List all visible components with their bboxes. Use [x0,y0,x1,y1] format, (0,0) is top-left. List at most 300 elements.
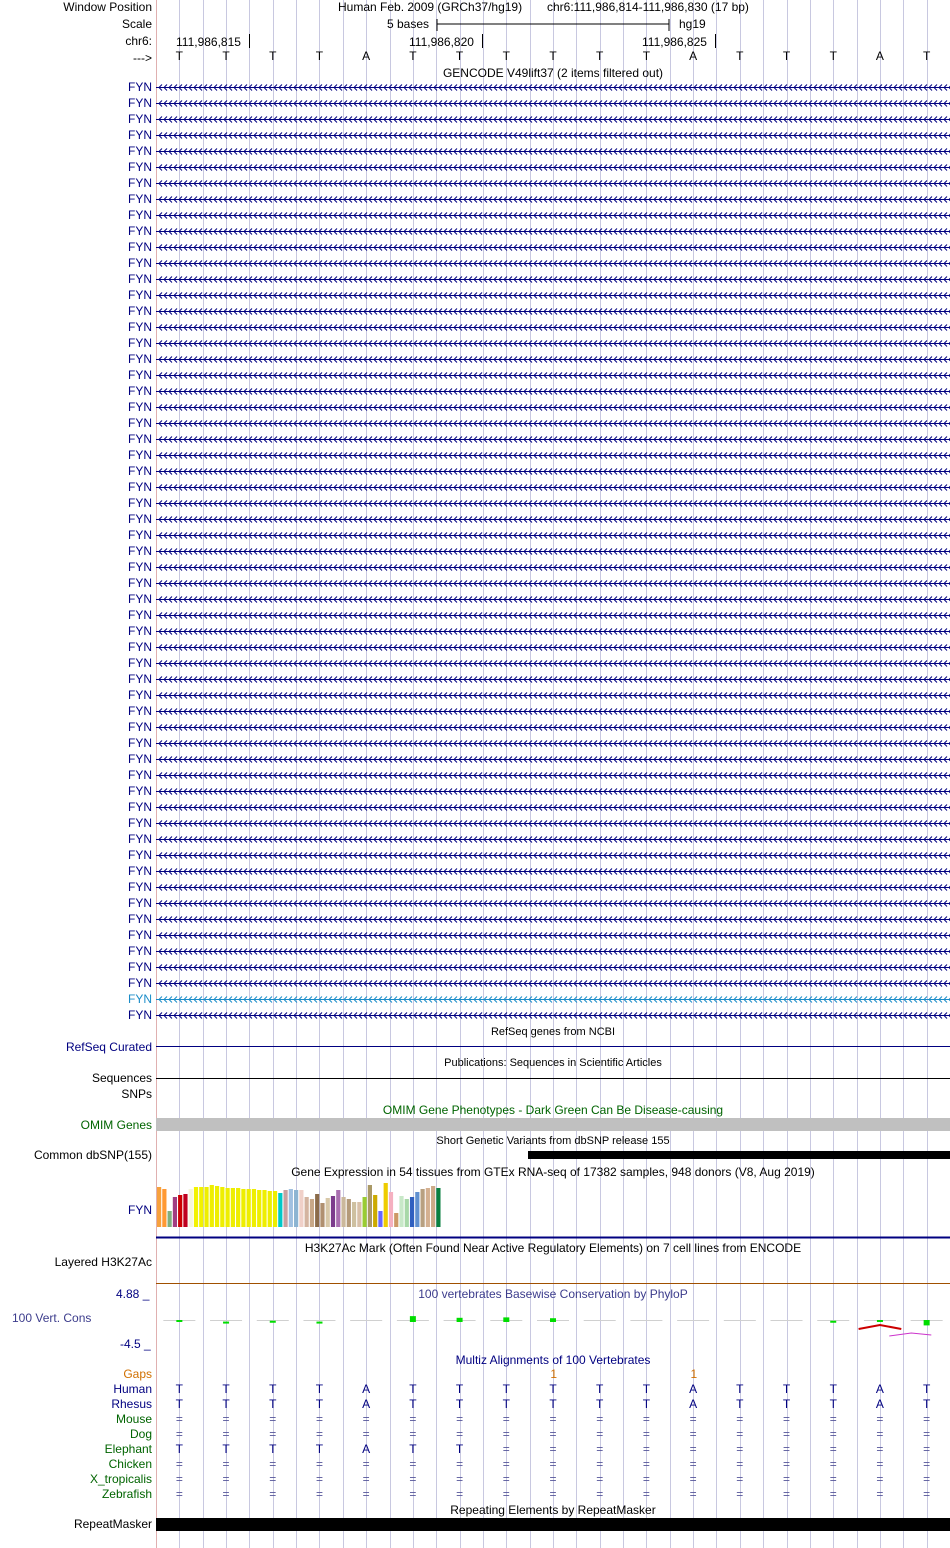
gencode-gene-label[interactable]: FYN [128,400,152,414]
gencode-gene-label[interactable]: FYN [128,832,152,846]
species-label[interactable]: Mouse [115,1412,152,1426]
dbsnp-label[interactable]: Common dbSNP(155) [33,1148,152,1162]
tick-label-2: 111,986,820 [409,35,474,49]
gtex-tissue-bar [210,1185,214,1227]
alignment-base: = [689,1472,697,1486]
gencode-gene-label[interactable]: FYN [128,944,152,958]
sequence-base: T [549,49,557,63]
alignment-base: A [875,1397,884,1411]
gencode-transcript[interactable] [156,544,950,558]
alignment-base: = [642,1412,650,1426]
gencode-gene-label[interactable]: FYN [128,160,152,174]
gap-count: 1 [690,1367,698,1381]
gencode-gene-label[interactable]: FYN [128,576,152,590]
gtex-tissue-bar [315,1194,319,1227]
gencode-transcript[interactable] [156,768,950,782]
gtex-tissue-bar [257,1190,261,1227]
gencode-gene-label[interactable]: FYN [128,528,152,542]
gtex-tissue-bar [294,1190,298,1227]
gtex-tissue-bar [368,1185,372,1227]
alignment-base: T [222,1382,230,1396]
gencode-gene-label[interactable]: FYN [128,912,152,926]
gencode-gene-label[interactable]: FYN [128,192,152,206]
alignment-base: = [502,1427,510,1441]
alignment-base: T [736,1382,744,1396]
alignment-base: = [736,1427,744,1441]
gtex-tissue-bar [331,1196,335,1227]
gencode-transcript[interactable] [156,1008,950,1022]
alignment-base: T [922,1397,931,1411]
gencode-transcript[interactable] [156,704,950,718]
phylop-value-bar [924,1320,930,1325]
gtex-tissue-bar [373,1195,377,1227]
gencode-transcript[interactable] [156,304,950,318]
chrom-label: chr6: [125,34,152,48]
gencode-transcript[interactable] [156,688,950,702]
gencode-transcript[interactable] [156,752,950,766]
alignment-base: = [269,1487,277,1501]
phylop-title[interactable]: 100 vertebrates Basewise Conservation by PhyloP [418,1287,688,1301]
gencode-gene-label[interactable]: FYN [128,800,152,814]
h3k27ac-title[interactable]: H3K27Ac Mark (Often Found Near Active Regulatory Elements) on 7 cell lines from ENCODE [304,1241,802,1255]
gtex-tissue-bar [436,1188,440,1227]
gtex-tissue-bar [289,1189,293,1227]
gtex-tissue-bar [399,1196,403,1227]
alignment-base: T [222,1397,230,1411]
gencode-gene-label[interactable]: FYN [128,656,152,670]
gencode-transcript[interactable] [156,880,950,894]
alignment-base: = [923,1427,931,1441]
gtex-tissue-bar [347,1199,351,1227]
gtex-tissue-bar [262,1190,266,1227]
gencode-gene-label[interactable]: FYN [128,880,152,894]
refseq-title[interactable]: RefSeq genes from NCBI [490,1026,616,1038]
gencode-transcript[interactable] [156,416,950,430]
gtex-tissue-bar [231,1188,235,1227]
dbsnp-title[interactable]: Short Genetic Variants from dbSNP release 155 [436,1135,670,1147]
sequence-base: T [222,49,230,63]
alignment-base: = [736,1412,744,1426]
alignment-base: = [549,1412,557,1426]
gencode-gene-label[interactable]: FYN [128,720,152,734]
assembly-title[interactable]: Human Feb. 2009 (GRCh37/hg19) [338,0,523,14]
gencode-transcript[interactable] [156,512,950,526]
gencode-transcript[interactable] [156,672,950,686]
gencode-gene-label[interactable]: FYN [128,240,152,254]
gtex-tissue-bar [357,1202,361,1227]
alignment-base: T [315,1397,324,1411]
alignment-base: = [409,1427,417,1441]
alignment-base: T [642,1397,651,1411]
gtex-tissue-bar [421,1189,425,1227]
gencode-transcript[interactable] [156,320,950,334]
alignment-base: T [269,1397,277,1411]
scale-label: Scale [121,17,152,31]
gencode-transcript[interactable] [156,240,950,254]
gencode-transcript[interactable] [156,864,950,878]
tick-label-3: 111,986,825 [642,35,707,49]
gtex-tissue-bar [341,1197,345,1227]
gtex-tissue-bar [220,1187,224,1227]
gtex-tissue-bar [268,1191,272,1227]
gencode-gene-label[interactable]: FYN [128,544,152,558]
gencode-gene-label[interactable]: FYN [128,560,152,574]
gencode-gene-label[interactable]: FYN [128,928,152,942]
gencode-gene-label[interactable]: FYN [128,864,152,878]
gencode-gene-label[interactable]: FYN [128,304,152,318]
gencode-transcript[interactable] [156,96,950,110]
gencode-transcript[interactable] [156,160,950,174]
gencode-gene-label[interactable]: FYN [128,960,152,974]
sequence-base: T [782,49,791,63]
alignment-base: = [549,1487,557,1501]
gencode-gene-label[interactable]: FYN [128,736,152,750]
alignment-base: A [362,1442,371,1456]
alignment-base: = [549,1427,557,1441]
phylop-value-bar [877,1320,883,1322]
gtex-tissue-bar [405,1199,409,1227]
gencode-gene-label[interactable]: FYN [128,976,152,990]
sequence-base: T [455,49,464,63]
alignment-base: T [175,1382,184,1396]
gencode-transcript[interactable] [156,384,950,398]
sequence-base: T [409,49,417,63]
gencode-transcript[interactable] [156,288,950,302]
gencode-transcript[interactable] [156,176,950,190]
omim-title[interactable]: OMIM Gene Phenotypes - Dark Green Can Be Disease-causing [382,1103,724,1117]
alignment-base: = [269,1457,277,1471]
gtex-tissue-bar [278,1193,282,1227]
alignment-base: = [689,1442,697,1456]
gtex-tissue-bar [426,1188,430,1227]
gencode-transcript[interactable] [156,432,950,446]
gencode-gene-label[interactable]: FYN [128,816,152,830]
alignment-base: = [315,1472,323,1486]
alignment-base: = [642,1472,650,1486]
gencode-gene-label[interactable]: FYN [128,144,152,158]
gencode-gene-label[interactable]: FYN [128,992,152,1006]
gencode-gene-label[interactable]: FYN [128,208,152,222]
gencode-transcript[interactable] [156,624,950,638]
phylop-value-bar [410,1316,416,1322]
gencode-transcript[interactable] [156,448,950,462]
gencode-transcript[interactable] [156,256,950,270]
phylop-value-bar [503,1317,509,1322]
sequence-base: T [829,49,837,63]
alignment-base: = [829,1427,837,1441]
gencode-transcript[interactable] [156,640,950,654]
alignment-base: = [175,1472,183,1486]
gtex-tissue-bar [247,1189,251,1227]
gencode-gene-label[interactable]: FYN [128,896,152,910]
alignment-base: = [315,1412,323,1426]
gencode-gene-label[interactable]: FYN [128,112,152,126]
gencode-gene-label[interactable]: FYN [128,336,152,350]
alignment-base: = [456,1472,464,1486]
gencode-gene-label[interactable]: FYN [128,272,152,286]
gencode-gene-label[interactable]: FYN [128,624,152,638]
alignment-base: = [642,1487,650,1501]
gtex-tissue-bar [194,1187,198,1227]
alignment-base: T [596,1397,604,1411]
strand-label: ---> [133,51,152,65]
alignment-base: = [829,1487,837,1501]
gencode-transcript[interactable] [156,576,950,590]
gencode-gene-label[interactable]: FYN [128,480,152,494]
publications-label-2[interactable]: SNPs [121,1087,152,1101]
alignment-base: = [175,1427,183,1441]
alignment-base: T [409,1442,417,1456]
gencode-transcript[interactable] [156,736,950,750]
gencode-transcript[interactable] [156,912,950,926]
alignment-base: T [502,1382,510,1396]
gtex-tissue-bar [378,1211,382,1227]
gencode-transcript[interactable] [156,848,950,862]
alignment-base: = [596,1457,604,1471]
publications-title[interactable]: Publications: Sequences in Scientific Articles [444,1057,662,1069]
alignment-base: A [689,1382,698,1396]
gencode-gene-label[interactable]: FYN [128,464,152,478]
omim-label[interactable]: OMIM Genes [80,1118,152,1132]
gencode-gene-label[interactable]: FYN [128,176,152,190]
gencode-transcript[interactable] [156,128,950,142]
repeatmasker-label[interactable]: RepeatMasker [73,1517,152,1531]
gencode-transcript[interactable] [156,496,950,510]
alignment-base: = [923,1487,931,1501]
gtex-tissue-bar [178,1195,182,1227]
alignment-base: = [642,1457,650,1471]
gencode-gene-label[interactable]: FYN [128,320,152,334]
window-position-label: Window Position [63,0,152,14]
gencode-gene-label[interactable]: FYN [128,848,152,862]
gtex-chart[interactable] [156,1178,950,1240]
gencode-gene-label[interactable]: FYN [128,784,152,798]
gencode-transcript[interactable] [156,480,950,494]
gtex-tissue-bar [252,1189,256,1227]
species-label[interactable]: Human [113,1382,152,1396]
alignment-base: = [502,1487,510,1501]
alignment-base: T [596,1382,604,1396]
alignment-base: = [549,1442,557,1456]
alignment-base: = [783,1427,791,1441]
alignment-base: = [596,1472,604,1486]
dbsnp-variant-bar[interactable] [528,1151,950,1159]
gencode-gene-label[interactable]: FYN [128,448,152,462]
gencode-gene-label[interactable]: FYN [128,384,152,398]
gencode-gene-label[interactable]: FYN [128,608,152,622]
phylop-value-bar [830,1321,836,1323]
phylop-negative-marker [859,1325,902,1329]
alignment-base: = [549,1457,557,1471]
gencode-transcript[interactable] [156,400,950,414]
gencode-transcript[interactable] [156,208,950,222]
alignment-base: T [829,1382,837,1396]
gencode-gene-label[interactable]: FYN [128,688,152,702]
gencode-transcript[interactable] [156,592,950,606]
gencode-transcript[interactable] [156,928,950,942]
sequence-base: A [362,49,371,63]
gtex-tissue-bar [384,1183,388,1227]
gencode-transcript[interactable] [156,192,950,206]
gencode-transcript[interactable] [156,720,950,734]
alignment-base: = [736,1442,744,1456]
gtex-tissue-bar [431,1186,435,1227]
phylop-value-bar [176,1320,182,1322]
gencode-gene-label[interactable]: FYN [128,496,152,510]
alignment-base: = [549,1472,557,1486]
gtex-tissue-bar [183,1194,187,1227]
alignment-base: = [642,1442,650,1456]
h3k27ac-label[interactable]: Layered H3K27Ac [54,1255,152,1269]
gencode-transcript[interactable] [156,368,950,382]
sequence-base: A [689,49,698,63]
gencode-transcript[interactable] [156,960,950,974]
gencode-gene-label[interactable]: FYN [128,288,152,302]
alignment-base: T [315,1382,324,1396]
gencode-gene-label[interactable]: FYN [128,672,152,686]
gencode-gene-label[interactable]: FYN [128,80,152,94]
alignment-base: T [409,1397,417,1411]
gtex-tissue-bar [162,1189,166,1227]
repeatmasker-title[interactable]: Repeating Elements by RepeatMasker [450,1503,656,1517]
alignment-base: = [783,1457,791,1471]
gencode-gene-label[interactable]: FYN [128,592,152,606]
alignment-base: T [269,1382,277,1396]
alignment-base: = [876,1472,884,1486]
gencode-gene-label[interactable]: FYN [128,416,152,430]
gencode-transcript[interactable] [156,832,950,846]
alignment-base: T [409,1382,417,1396]
species-label[interactable]: Chicken [108,1457,152,1471]
gencode-transcript[interactable] [156,272,950,286]
alignment-base: T [502,1397,510,1411]
phylop-chart[interactable] [156,1300,950,1350]
scale-db: hg19 [679,17,706,31]
gencode-gene-label[interactable]: FYN [128,512,152,526]
gencode-transcript[interactable] [156,464,950,478]
gencode-transcript[interactable] [156,896,950,910]
gtex-tissue-bar [204,1187,208,1227]
species-label[interactable]: Dog [129,1427,152,1441]
alignment-base: = [829,1442,837,1456]
gencode-transcript[interactable] [156,336,950,350]
gencode-transcript[interactable] [156,608,950,622]
sequence-base: T [736,49,744,63]
gencode-gene-label[interactable]: FYN [128,704,152,718]
alignment-base: A [362,1382,371,1396]
alignment-base: = [923,1457,931,1471]
publications-label[interactable]: Sequences [91,1071,152,1085]
gencode-transcript[interactable] [156,352,950,366]
gencode-gene-label[interactable]: FYN [128,368,152,382]
gencode-gene-label[interactable]: FYN [128,640,152,654]
alignment-base: = [222,1472,230,1486]
gencode-gene-label[interactable]: FYN [128,752,152,766]
alignment-base: = [315,1457,323,1471]
gencode-transcript[interactable] [156,224,950,238]
tick-mark-3 [715,34,716,48]
gencode-gene-label[interactable]: FYN [128,768,152,782]
multiz-title[interactable]: Multiz Alignments of 100 Vertebrates [455,1353,651,1367]
phylop-max: 4.88 _ [116,1287,150,1301]
gtex-tissue-bar [305,1197,309,1227]
alignment-base: = [829,1412,837,1426]
gtex-tissue-bar [189,1189,193,1227]
gencode-transcript[interactable] [156,112,950,126]
gencode-gene-label[interactable]: FYN [128,1008,152,1022]
gencode-gene-label[interactable]: FYN [128,96,152,110]
species-label[interactable]: Zebrafish [101,1487,152,1501]
refseq-label[interactable]: RefSeq Curated [65,1040,152,1054]
species-label[interactable]: Rhesus [111,1397,152,1411]
gencode-gene-label[interactable]: FYN [128,432,152,446]
sequence-base: T [315,49,324,63]
gencode-transcript[interactable] [156,560,950,574]
alignment-base: = [876,1457,884,1471]
alignment-base: = [689,1412,697,1426]
alignment-base: = [456,1487,464,1501]
phylop-label[interactable]: 100 Vert. Cons [12,1311,92,1325]
alignment-base: A [689,1397,698,1411]
species-label[interactable]: Elephant [104,1442,152,1456]
gencode-transcript[interactable] [156,80,950,94]
gencode-transcript[interactable] [156,992,950,1006]
alignment-base: = [923,1472,931,1486]
gtex-tissue-bar [336,1190,340,1227]
repeatmasker-bar[interactable] [156,1518,950,1531]
alignment-base: T [549,1382,557,1396]
alignment-base: = [315,1427,323,1441]
gtex-label[interactable]: FYN [128,1203,152,1217]
gencode-gene-label[interactable]: FYN [128,256,152,270]
alignment-base: = [175,1412,183,1426]
species-label[interactable]: X_tropicalis [89,1472,152,1486]
alignment-base: T [829,1397,837,1411]
gencode-transcript[interactable] [156,528,950,542]
position-readout[interactable]: chr6:111,986,814-111,986,830 (17 bp) [547,0,749,14]
gencode-gene-label[interactable]: FYN [128,224,152,238]
alignment-base: T [269,1442,277,1456]
gencode-transcript[interactable] [156,144,950,158]
scale-text: 5 bases [387,17,430,31]
gencode-transcript[interactable] [156,784,950,798]
omim-bar[interactable] [156,1118,950,1131]
alignment-base: T [175,1442,184,1456]
alignment-base: = [502,1472,510,1486]
alignment-base: = [222,1427,230,1441]
sequence-base: T [175,49,184,63]
gtex-tissue-bar [310,1199,314,1227]
gencode-transcript[interactable] [156,976,950,990]
gencode-gene-label[interactable]: FYN [128,128,152,142]
gencode-transcript[interactable] [156,800,950,814]
gaps-label: Gaps [123,1367,152,1381]
gtex-tissue-bar [363,1197,367,1227]
gencode-title[interactable]: GENCODE V49lift37 (2 items filtered out) [442,66,664,80]
alignment-base: = [409,1487,417,1501]
gtex-tissue-bar [283,1190,287,1227]
phylop-min: -4.5 _ [120,1337,151,1351]
alignment-base: = [409,1457,417,1471]
alignment-base: A [875,1382,884,1396]
gtex-title[interactable]: Gene Expression in 54 tissues from GTEx RNA-seq of 17382 samples, 948 donors (V8, Aug 2019) [291,1165,815,1179]
alignment-base: = [736,1472,744,1486]
gencode-transcript[interactable] [156,656,950,670]
gencode-gene-label[interactable]: FYN [128,352,152,366]
gencode-transcript[interactable] [156,944,950,958]
gtex-tissue-bar [199,1187,203,1227]
gencode-transcript[interactable] [156,816,950,830]
